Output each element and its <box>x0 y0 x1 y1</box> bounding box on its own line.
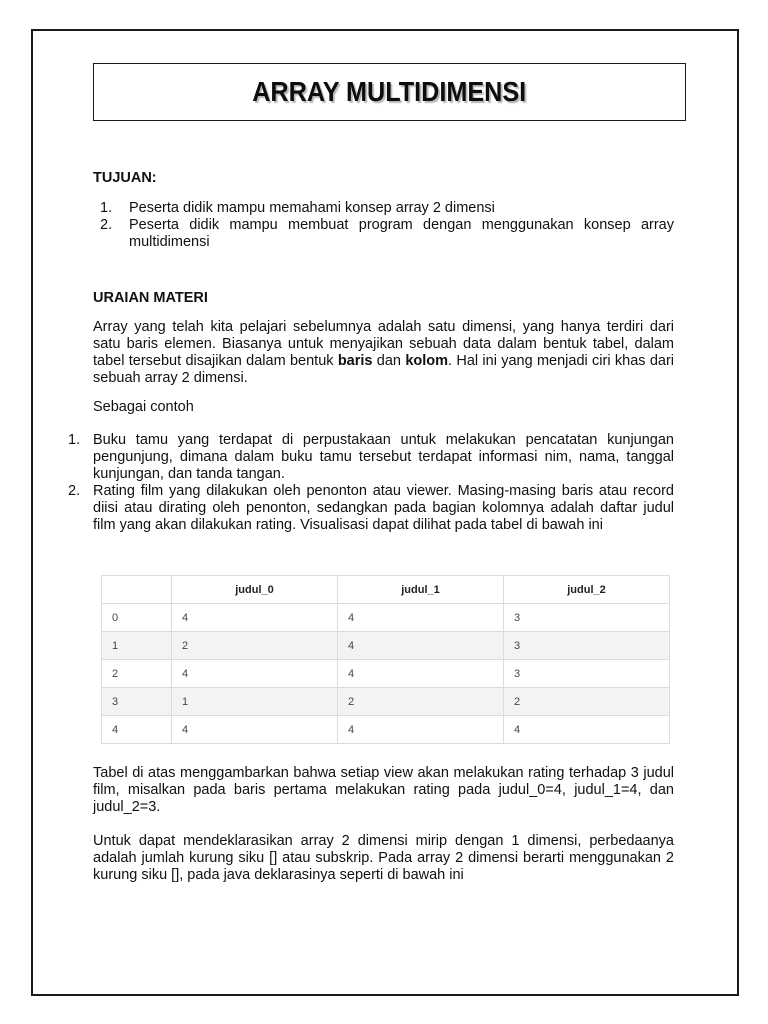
table-cell: 4 <box>102 716 172 744</box>
table-row <box>102 604 670 632</box>
table-explanation: Tabel di atas menggambarkan bahwa setiap view akan melakukan rating terhadap 3 judul film, misalkan pada baris pertama melakukan rating pada judul_0=4, judul_1=4, dan judul_2=3. <box>93 765 674 815</box>
table-cell: 4 <box>172 660 338 688</box>
list-item <box>68 483 674 534</box>
table-cell: 3 <box>504 632 670 660</box>
example-list <box>68 432 674 534</box>
uraian-paragraph <box>93 319 674 387</box>
table-row <box>102 688 670 716</box>
rating-table <box>101 575 670 744</box>
tujuan-heading: TUJUAN: <box>93 170 157 186</box>
list-number: 2. <box>100 217 113 233</box>
table-cell: 4 <box>338 604 504 632</box>
bold-baris: baris <box>337 353 373 369</box>
list-number: 1. <box>68 432 81 448</box>
table-cell: 2 <box>504 688 670 716</box>
table-cell: 3 <box>102 688 172 716</box>
table-cell: 0 <box>102 604 172 632</box>
table-cell: 2 <box>172 632 338 660</box>
list-item <box>68 432 674 483</box>
list-text: Rating film yang dilakukan oleh penonton atau viewer. Masing-masing baris atau record diisi atau dirating oleh penonton, sedangkan pada bagian kolomnya adalah daftar judul film yang akan dilakukan rating. Visualisasi dapat dilihat pada tabel di bawah ini <box>93 483 674 533</box>
list-number: 1. <box>100 200 113 216</box>
table-cell: 1 <box>102 632 172 660</box>
table-cell: 4 <box>338 716 504 744</box>
page-title: ARRAY MULTIDIMENSI <box>252 76 527 107</box>
uraian-text-1: Array yang telah kita pelajari sebelumnya adalah satu dimensi, yang hanya terdiri dari satu baris elemen. Biasanya untuk menyajikan sebuah data dalam bentuk tabel, dalam tabel tersebut disajikan dalam bentuk <box>93 319 674 369</box>
header-cell: judul_2 <box>504 576 670 604</box>
table-cell: 4 <box>172 716 338 744</box>
table-cell: 3 <box>504 604 670 632</box>
table-row <box>102 660 670 688</box>
table-cell: 2 <box>102 660 172 688</box>
tujuan-section <box>93 170 674 416</box>
title-box <box>93 63 686 121</box>
header-cell <box>102 576 172 604</box>
list-item <box>93 217 674 251</box>
list-number: 2. <box>68 483 81 499</box>
declaration-paragraph: Untuk dapat mendeklarasikan array 2 dimensi mirip dengan 1 dimensi, perbedaanya adalah jumlah kurung siku [] atau subskrip. Pada array 2 dimensi berarti menggunakan 2 kurung siku [], pada java deklarasinya seperti di bawah ini <box>93 833 674 883</box>
list-item <box>93 200 674 217</box>
list-text: Peserta didik mampu membuat program dengan menggunakan konsep array multidimensi <box>129 217 674 250</box>
tujuan-list <box>93 200 674 251</box>
table-row <box>102 716 670 744</box>
table-cell: 4 <box>338 660 504 688</box>
uraian-text-dan: dan <box>372 353 406 369</box>
sebagai-contoh: Sebagai contoh <box>93 399 194 415</box>
after-table-section <box>93 765 674 884</box>
table-header-row <box>102 576 670 604</box>
table-cell: 4 <box>338 632 504 660</box>
header-cell: judul_1 <box>338 576 504 604</box>
table-cell: 2 <box>338 688 504 716</box>
list-text: Peserta didik mampu memahami konsep array 2 dimensi <box>129 200 495 216</box>
table-cell: 4 <box>172 604 338 632</box>
header-cell: judul_0 <box>172 576 338 604</box>
table-cell: 1 <box>172 688 338 716</box>
list-text: Buku tamu yang terdapat di perpustakaan untuk melakukan pencatatan kunjungan pengunjung, dimana dalam buku tamu tersebut terdapat informasi nim, nama, tanggal kunjungan, dan tanda tangan. <box>93 432 674 482</box>
table-row <box>102 632 670 660</box>
table-cell: 3 <box>504 660 670 688</box>
uraian-heading: URAIAN MATERI <box>93 290 208 306</box>
uraian-text-2: . Hal ini yang menjadi ciri khas dari sebuah array 2 dimensi. <box>93 353 675 386</box>
table-cell: 4 <box>504 716 670 744</box>
bold-kolom: kolom <box>405 353 449 369</box>
